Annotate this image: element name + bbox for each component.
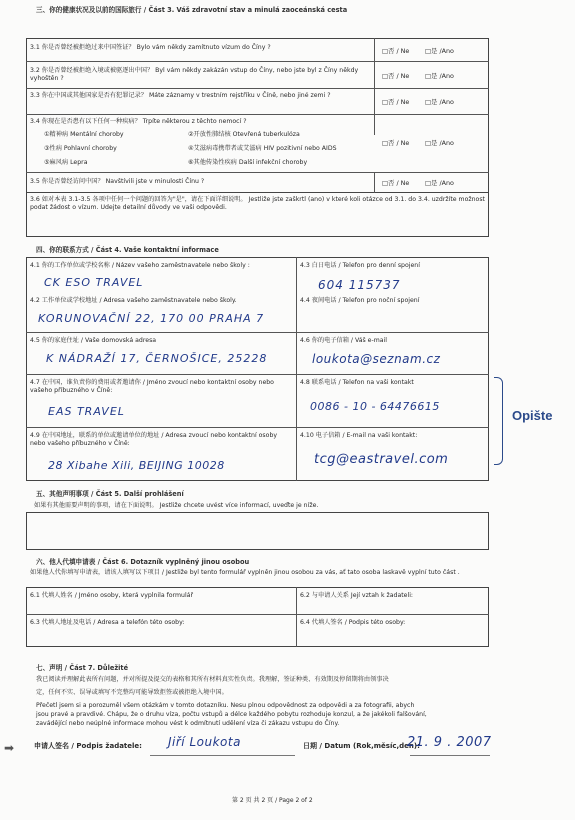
part4-table	[26, 257, 489, 481]
q31-no-checkbox[interactable]: □否 / Ne	[382, 47, 410, 55]
declaration-line-1: 我已阅读并理解此表所有问题，并对所提及提交的表格和其所有材料真实性负责。我理解，签证种类、有效期及停留期将由领事决	[36, 676, 389, 683]
part4-title: 四、你的联系方式 / Část 4. Vaše kontaktní informace	[36, 246, 219, 254]
f46-label: 4.6 你的电子信箱 / Váš e-mail	[300, 337, 387, 344]
part5-title: 五、其他声明事项 / Část 5. Další prohlášení	[36, 490, 184, 498]
signature-date[interactable]: 21. 9 . 2007	[407, 735, 492, 750]
annotation-label: Opište	[512, 408, 553, 423]
q35-no-checkbox[interactable]: □否 / Ne	[382, 179, 410, 187]
f62-label: 6.2 与申请人关系 Její vztah k žadateli:	[300, 592, 414, 599]
f61-label: 6.1 代填人姓名 / Jméno osoby, která vyplnila formulář	[30, 592, 194, 599]
date-label: 日期 / Datum (Rok,měsíc,den):	[303, 742, 420, 750]
q31-text: 3.1 你是否曾经被拒绝过来中国签证？ Bylo vám někdy zamítnuto vízum do Číny ?	[30, 44, 271, 51]
f42-label: 4.2 工作单位或学校地址 / Adresa vašeho zaměstnavatele nebo školy.	[30, 297, 237, 304]
f47-label: 4.7 在中国，谁负责你的费用或者邀请你 / Jméno zvoucí nebo kontaktní osoby nebo vašeho příbuzného v Číně:	[30, 379, 274, 394]
employer-name-field[interactable]: CK ESO TRAVEL	[44, 276, 144, 289]
part3-title: 三、你的健康状况及以前的国际旅行 / Část 3. Váš zdravotní stav a minulá zaoceánská cesta	[36, 6, 348, 14]
q33-text: 3.3 你在中国或其他国家是否有犯罪记录？ Máte záznamy v trestním rejstříku v Číně, nebo jiné zemi ?	[30, 92, 331, 99]
f63-label: 6.3 代填人地址及电话 / Adresa a telefón této osoby:	[30, 619, 185, 626]
home-address-field[interactable]: K NÁDRAŽÍ 17, ČERNOŠICE, 25228	[46, 352, 268, 365]
q34-text: 3.4 你现在是否患有以下任何一种疾病？ Trpíte některou z těchto nemocí ?	[30, 118, 247, 125]
f410-label: 4.10 电子信箱 / E-mail na vaši kontakt:	[300, 432, 418, 439]
part7-title: 七、声明 / Část 7. Důležité	[36, 664, 129, 672]
disease-2: ②开放性肺结核 Otevřená tuberkulóza	[188, 131, 300, 138]
f44-label: 4.4 夜间电话 / Telefon pro noční spojení	[300, 297, 420, 304]
part5-text: 如果有其他需要声明的事项，请在下面说明。 Jestliže chcete uvést více informací, uveďte je níže.	[34, 502, 319, 509]
f48-label: 4.8 联系电话 / Telefon na vaši kontakt	[300, 379, 414, 386]
declaration-line-2: 定，任何不实、误导或填写不完整均可能导致拒签或被拒绝入境中国。	[36, 689, 228, 696]
contact-phone-field[interactable]: 0086 - 10 - 64476615	[310, 400, 440, 413]
q36-text: 3.6 如对本表 3.1-3.5 各项中任何一个问题的回答为"是"，请在下面详细说明。 Jestliže jste zaškrtl (ano) v které koli otázce od 3.1. do 3.4. uzdržíte možnost podat žádost o vízum. Udejte detailní důvody ve vaši odpovědi.	[30, 196, 485, 211]
applicant-signature[interactable]: Jiří Loukota	[168, 735, 241, 749]
f43-label: 4.3 白日电话 / Telefon pro denní spojení	[300, 262, 420, 269]
signature-label: 申请人签名 / Podpis žadatele:	[34, 742, 142, 750]
part6-intro: 如果他人代你填写申请表，请该人填写以下项目 / Jestliže byl tento formulář vyplněn jinou osobou za vás, ať tato osoba laskavě vyplní tuto část .	[30, 569, 460, 576]
disease-3: ③性病 Pohlavní choroby	[44, 145, 117, 152]
q33-no-checkbox[interactable]: □否 / Ne	[382, 98, 410, 106]
declaration-line-5: zavádějící nebo neúplné informace mohou vést k odmítnutí udělení víza či zákazu vstupu do Číny.	[36, 720, 340, 727]
q35-yes-checkbox[interactable]: □是 /Ano	[425, 179, 454, 187]
contact-address-field[interactable]: 28 Xibahe Xili, BEIJING 10028	[48, 459, 225, 472]
disease-5: ⑤麻风病 Lepra	[44, 159, 88, 166]
day-phone-field[interactable]: 604 115737	[318, 278, 401, 292]
part5-box[interactable]	[26, 512, 489, 550]
disease-1: ①精神病 Mentální choroby	[44, 131, 124, 138]
disease-4: ④艾滋病毒携带者或艾滋病 HIV pozitivní nebo AIDS	[188, 145, 337, 152]
f49-label: 4.9 在中国地址，联系的单位或邀请单位的地址 / Adresa zvoucí nebo kontaktní osoby nebo vašeho příbuzného v Číně:	[30, 432, 278, 447]
arrow-marker-icon: ➡	[4, 741, 15, 755]
q34-no-checkbox[interactable]: □否 / Ne	[382, 139, 410, 147]
employer-address-field[interactable]: KORUNOVAČNÍ 22, 170 00 PRAHA 7	[38, 312, 265, 325]
disease-6: ⑥其他传染性疾病 Další infekční choroby	[188, 159, 308, 166]
page-footer: 第 2 页 共 2 页 / Page 2 of 2	[232, 797, 313, 804]
q32-no-checkbox[interactable]: □否 / Ne	[382, 72, 410, 80]
f64-label: 6.4 代填人签名 / Podpis této osoby:	[300, 619, 406, 626]
q32-text: 3.2 你是否曾经被拒绝入境或被驱逐出中国？ Byl vám někdy zakázán vstup do Číny, nebo jste byl z Číny někdy vyhoštěn ?	[30, 67, 359, 82]
contact-email-field[interactable]: tcg@eastravel.com	[314, 452, 449, 467]
q32-yes-checkbox[interactable]: □是 /Ano	[425, 72, 454, 80]
q31-yes-checkbox[interactable]: □是 /Ano	[425, 47, 454, 55]
q34-yes-checkbox[interactable]: □是 /Ano	[425, 139, 454, 147]
declaration-line-3: Přečetl jsem si a porozuměl všem otázkám v tomto dotazníku. Nesu plnou odpovědnost za odpovědi a za fotografii, abych	[36, 702, 415, 709]
contact-name-field[interactable]: EAS TRAVEL	[48, 405, 125, 418]
f45-label: 4.5 你的家庭住址 / Vaše domovská adresa	[30, 337, 157, 344]
annotation-bracket	[494, 377, 503, 465]
declaration-line-4: jsou pravé a pravdivé. Chápu, že o druhu víza, počtu vstupů a délce každého pobytu rozhoduje konzul, a že jakékoli falšování,	[36, 711, 427, 718]
q33-yes-checkbox[interactable]: □是 /Ano	[425, 98, 454, 106]
f41-label: 4.1 你的工作单位或学校名称 / Název vašeho zaměstnavatele nebo školy :	[30, 262, 250, 269]
part6-title: 六、他人代填申请表 / Část 6. Dotazník vyplněný jinou osobou	[36, 558, 250, 566]
q35-text: 3.5 你是否曾经访问中国？ Navštívili jste v minulosti Čínu ?	[30, 178, 205, 185]
email-field[interactable]: loukota@seznam.cz	[312, 352, 441, 366]
